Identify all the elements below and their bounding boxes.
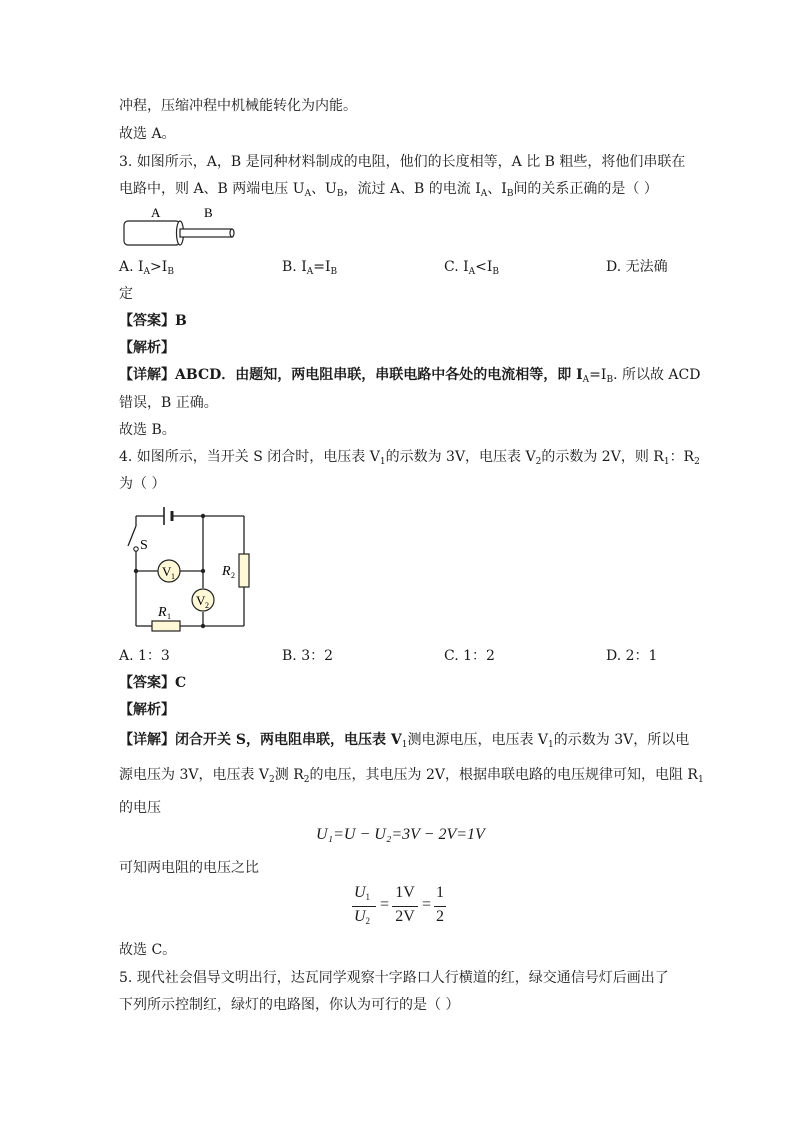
detail-text: 源电压为 3V，电压表 $V_2$测 $R_2$的电压，其电压为 2V，根据串联电路的电压规律可知，电阻 $R_1$ [119,767,704,785]
resistor-r1 [152,621,180,631]
analysis-label: 【解析】 [119,340,175,356]
selection-text: 故选 B。 [119,422,176,438]
selection-text: 故选 C。 [119,942,177,958]
question-4-text: 4. 如图所示，当开关 S 闭合时，电压表 $V_1$的示数为 3V，电压表 $V_2$的示数为 2V，则 $R_1$：$R_2$ [119,449,700,467]
junction-dot [134,569,138,573]
question-4-text: 为（ ） [119,476,166,492]
v1-label: V [162,564,172,579]
option-b[interactable]: B. 3：2 [282,648,334,664]
svg-text:1: 1 [167,612,171,621]
resistor-r2 [239,554,249,587]
option-c[interactable]: C. 1：2 [444,648,495,664]
answer-label: 【答案】B [119,313,187,329]
r1-label: R [158,605,167,620]
answer-label: 【答案】C [119,675,187,691]
text-line: 故选 A。 [119,126,176,142]
label-a: A [151,205,161,220]
junction-dot [201,569,205,573]
junction-dot [201,514,205,518]
equation: U₁=U − U₂=3V − 2V=1V [316,826,485,843]
analysis-label: 【解析】 [119,702,175,718]
switch-label: S [140,538,148,553]
svg-text:1: 1 [171,572,175,581]
option-b[interactable]: B. $I_A=I_B$ [282,259,338,277]
option-d[interactable]: D. 2：1 [606,648,658,664]
r2-label: R [222,564,231,579]
option-a[interactable]: A. 1：3 [119,648,170,664]
junction-dot [201,624,205,628]
svg-text:2: 2 [205,601,209,610]
switch-contact [134,547,138,551]
detail-text: 【详解】ABCD．由题知，两电阻串联，串联电路中各处的电流相等，即 $I_A=I_B$. 所以故 ACD [119,367,701,385]
v2-label: V [196,593,206,608]
detail-text: 【详解】闭合开关 S，两电阻串联，电压表 $V_1$测电源电压，电压表 $V_1$的示数为 3V，所以电 [119,732,690,750]
option-c[interactable]: C. $I_A<I_B$ [444,259,500,277]
circuit-diagram [118,502,258,642]
question-3-text: 3. 如图所示，A，B 是同种材料制成的电阻，他们的长度相等，A 比 B 粗些，将他们串联在 [119,154,686,170]
option-a[interactable]: A. $I_A>I_B$ [119,259,174,277]
text-line: 可知两电阻的电压之比 [119,860,259,876]
detail-text: 错误，B 正确。 [119,395,218,411]
detail-text: 的电压 [119,800,161,816]
label-b: B [204,205,213,220]
question-3-text: 电路中，则 A、B 两端电压 $U_A$、$U_B$，流过 A、B 的电流 $I_A$、$I_B$间的关系正确的是（ ） [119,181,658,199]
question-5-text: 5. 现代社会倡导文明出行，达瓦同学观察十字路口人行横道的红，绿交通信号灯后画出了 [119,970,669,986]
fraction-equation: U1 U2 = 1V 2V = 1 2 [353,884,444,926]
option-d-cont: 定 [119,286,133,302]
option-d[interactable]: D. 无法确 [606,259,668,275]
resistor-figure [118,202,243,254]
question-5-text: 下列所示控制红，绿灯的电路图，你认为可行的是（ ） [119,997,460,1013]
svg-text:2: 2 [231,571,235,580]
text-line: 冲程，压缩冲程中机械能转化为内能。 [119,98,357,114]
